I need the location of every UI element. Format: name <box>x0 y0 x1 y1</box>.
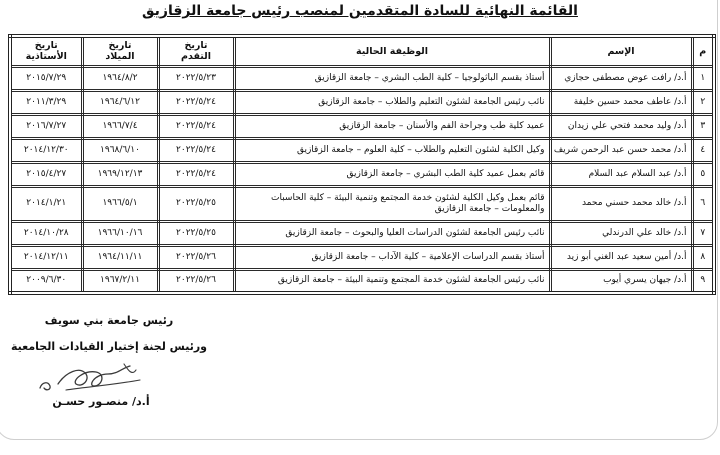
table-header-row <box>10 36 714 66</box>
candidate-row <box>10 138 714 162</box>
birth-date-cell: ١٩٦٦/٧/٤ <box>82 114 158 138</box>
current-position-cell: عميد كلية طب وجراحة الفم والأسنان – جامعة الزقازيق <box>234 114 550 138</box>
birth-date-cell: ١٩٦٤/٨/٢ <box>82 66 158 90</box>
birth-date-cell: ١٩٦٧/٢/١١ <box>82 269 158 293</box>
candidate-row <box>10 114 714 138</box>
header-birth-date-line2: الميلاد <box>105 51 135 63</box>
candidate-name-cell: أ.د/ خالد محمد حسني محمد <box>550 186 692 221</box>
current-position-cell: قائم بعمل عميد كلية الطب البشري – جامعة الزقازيق <box>234 162 550 186</box>
candidate-name-cell: أ.د/ وليد محمد فتحي علي زيدان <box>550 114 692 138</box>
application-date-cell: ٢٠٢٢/٥/٢٥ <box>158 186 234 221</box>
current-position-cell: وكيل الكلية لشئون التعليم والطلاب – كلية العلوم – جامعة الزقازيق <box>234 138 550 162</box>
application-date-cell: ٢٠٢٢/٥/٢٤ <box>158 114 234 138</box>
application-date-cell: ٢٠٢٢/٥/٢٦ <box>158 269 234 293</box>
application-date-cell: ٢٠٢٢/٥/٢٣ <box>158 66 234 90</box>
candidate-name-cell: أ.د/ محمد حسن عبد الرحمن شريف <box>550 138 692 162</box>
handwritten-signature <box>36 360 148 396</box>
candidate-name-cell: أ.د/ جيهان يسري أيوب <box>550 269 692 293</box>
header-number: م <box>692 36 714 66</box>
professorship-date-cell: ٢٠١٤/١٠/٢٨ <box>10 221 82 245</box>
current-position-cell: نائب رئيس الجامعة لشئون خدمة المجتمع وتنمية البيئة – جامعة الزقازيق <box>234 269 550 293</box>
professorship-date-cell: ٢٠١٤/١٢/٣٠ <box>10 138 82 162</box>
application-date-cell: ٢٠٢٢/٥/٢٤ <box>158 138 234 162</box>
header-birth-date-line1: تاريخ <box>108 40 132 52</box>
birth-date-cell: ١٩٦٦/٥/١ <box>82 186 158 221</box>
candidate-row <box>10 162 714 186</box>
row-number-cell: ٧ <box>692 221 714 245</box>
candidates-table <box>8 34 716 295</box>
header-current-position: الوظيفة الحالية <box>234 36 550 66</box>
application-date-cell: ٢٠٢٢/٥/٢٤ <box>158 162 234 186</box>
current-position-cell: نائب رئيس الجامعة لشئون الدراسات العليا والبحوث – جامعة الزقازيق <box>234 221 550 245</box>
professorship-date-cell: ٢٠١٤/١/٢١ <box>10 186 82 221</box>
header-professorship-date <box>10 36 82 66</box>
professorship-date-cell: ٢٠١٤/١٢/١١ <box>10 245 82 269</box>
header-application-date-line1: تاريخ <box>184 40 208 52</box>
header-professorship-date-line1: تاريخ <box>34 40 58 52</box>
row-number-cell: ٢ <box>692 90 714 114</box>
professorship-date-cell: ٢٠١٥/٤/٢٧ <box>10 162 82 186</box>
candidate-name-cell: أ.د/ عبد السلام عبد السلام <box>550 162 692 186</box>
header-application-date <box>158 36 234 66</box>
current-position-cell: قائم بعمل وكيل الكلية لشئون خدمة المجتمع وتنمية البيئة – كلية الحاسبات والمعلومات – جامعة الزقازيق <box>234 186 550 221</box>
candidate-name-cell: أ.د/ خالد علي الدرندلي <box>550 221 692 245</box>
professorship-date-cell: ٢٠٠٩/٦/٣٠ <box>10 269 82 293</box>
row-number-cell: ٤ <box>692 138 714 162</box>
birth-date-cell: ١٩٦٤/٦/١٢ <box>82 90 158 114</box>
row-number-cell: ٨ <box>692 245 714 269</box>
current-position-cell: أستاذ بقسم الدراسات الإعلامية – كلية الآداب – جامعة الزقازيق <box>234 245 550 269</box>
candidate-row <box>10 66 714 90</box>
row-number-cell: ٦ <box>692 186 714 221</box>
candidate-name-cell: أ.د/ عاطف محمد حسين خليفة <box>550 90 692 114</box>
professorship-date-cell: ٢٠١٥/٧/٢٩ <box>10 66 82 90</box>
candidate-name-cell: أ.د/ رافت عوض مصطفى حجازي <box>550 66 692 90</box>
birth-date-cell: ١٩٦٤/١١/١١ <box>82 245 158 269</box>
row-number-cell: ٣ <box>692 114 714 138</box>
birth-date-cell: ١٩٦٦/١٠/١٦ <box>82 221 158 245</box>
header-professorship-date-line2: الأستاذية <box>25 51 67 63</box>
application-date-cell: ٢٠٢٢/٥/٢٤ <box>158 90 234 114</box>
candidate-row <box>10 245 714 269</box>
document-title: القائمة النهائية للسادة المتقدمين لمنصب رئيس جامعة الزقازيق <box>142 3 578 19</box>
header-birth-date <box>82 36 158 66</box>
row-number-cell: ٩ <box>692 269 714 293</box>
candidate-row <box>10 90 714 114</box>
candidate-row <box>10 186 714 221</box>
application-date-cell: ٢٠٢٢/٥/٢٦ <box>158 245 234 269</box>
signatory-title-line2: ورئيس لجنة إختيار القيادات الجامعية <box>10 340 208 353</box>
candidate-row <box>10 221 714 245</box>
application-date-cell: ٢٠٢٢/٥/٢٥ <box>158 221 234 245</box>
professorship-date-cell: ٢٠١١/٣/٢٩ <box>10 90 82 114</box>
candidate-name-cell: أ.د/ أمين سعيد عبد الغني أبو زيد <box>550 245 692 269</box>
candidate-row <box>10 269 714 293</box>
professorship-date-cell: ٢٠١٦/٧/٢٧ <box>10 114 82 138</box>
header-name: الإسم <box>550 36 692 66</box>
signatory-name: أ.د/ منصـور حسـن <box>52 395 150 408</box>
current-position-cell: نائب رئيس الجامعة لشئون التعليم والطلاب – جامعة الزقازيق <box>234 90 550 114</box>
birth-date-cell: ١٩٦٩/١٢/١٣ <box>82 162 158 186</box>
current-position-cell: أستاذ بقسم الباثولوجيا – كلية الطب البشري – جامعة الزقازيق <box>234 66 550 90</box>
birth-date-cell: ١٩٦٨/٦/١٠ <box>82 138 158 162</box>
header-application-date-line2: التقدم <box>181 51 211 63</box>
signatory-title-line1: رئيس جامعة بني سويف <box>44 314 174 327</box>
row-number-cell: ٥ <box>692 162 714 186</box>
row-number-cell: ١ <box>692 66 714 90</box>
